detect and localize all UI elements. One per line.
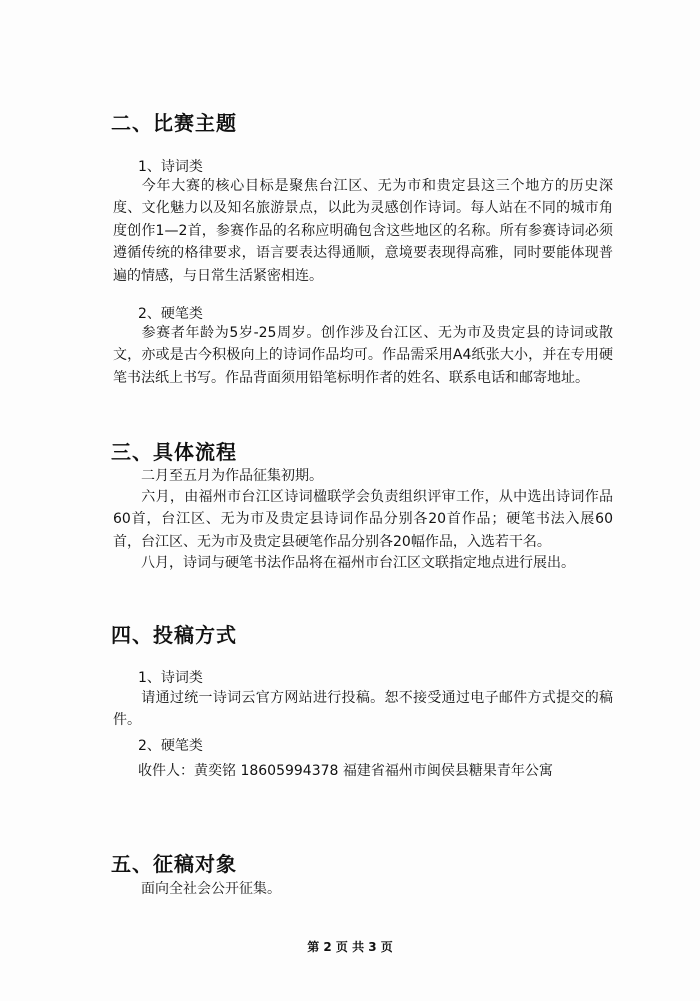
paragraph-process-judging [113,486,613,553]
paragraph-submission-poetry [113,687,613,732]
paragraph-hardpen-theme-text: 参赛者年龄为5岁-25周岁。创作涉及台江区、无为市及贵定县的诗词或散文，亦或是古今积极向上的诗词作品均可。作品需采用A4纸张大小，并在专用硬笔书法纸上书写。作品背面须用铅笔标明作者的姓名、联系电话和邮寄地址。 [113,325,613,386]
audience-line: 面向全社会公开征集。 [141,881,281,897]
paragraph-submission-poetry-text: 请通过统一诗词云官方网站进行投稿。恕不接受通过电子邮件方式提交的稿件。 [113,690,613,729]
paragraph-process-judging-text: 六月，由福州市台江区诗词楹联学会负责组织评审工作，从中选出诗词作品60首，台江区、无为市及贵定县诗词作品分别各20首作品；硬笔书法入展60首，台江区、无为市及贵定县硬笔作品分别各20幅作品，入选若干名。 [113,489,613,550]
subheading-poetry: 1、诗词类 [138,159,203,175]
paragraph-hardpen-theme [113,322,613,389]
paragraph-poetry-theme-text: 今年大赛的核心目标是聚焦台江区、无为市和贵定县这三个地方的历史深度、文化魅力以及知名旅游景点，以此为灵感创作诗词。每人站在不同的城市角度创作1—2首，参赛作品的名称应明确包含这些地区的名称。所有参赛诗词必须遵循传统的格律要求，语言要表达得通顺，意境要表现得高雅，同时要能体现普遍的情感，与日常生活紧密相连。 [113,178,613,284]
page-number-footer: 第 2 页 共 3 页 [307,940,393,954]
section-heading-audience: 五、征稿对象 [111,852,237,876]
contact-line: 收件人：黄奕铭 18605994378 福建省福州市闽侯县糖果青年公寓 [138,763,553,779]
process-line-collection: 二月至五月为作品征集初期。 [141,468,323,484]
paragraph-process-exhibition [113,552,613,574]
section-heading-process: 三、具体流程 [111,440,237,464]
paragraph-poetry-theme [113,175,613,287]
section-heading-theme: 二、比赛主题 [111,111,237,135]
subheading-hardpen: 2、硬笔类 [138,306,203,322]
paragraph-process-exhibition-text: 八月，诗词与硬笔书法作品将在福州市台江区文联指定地点进行展出。 [141,555,575,571]
subheading-submission-hardpen: 2、硬笔类 [138,738,203,754]
subheading-submission-poetry: 1、诗词类 [138,670,203,686]
section-heading-submission: 四、投稿方式 [111,623,237,647]
